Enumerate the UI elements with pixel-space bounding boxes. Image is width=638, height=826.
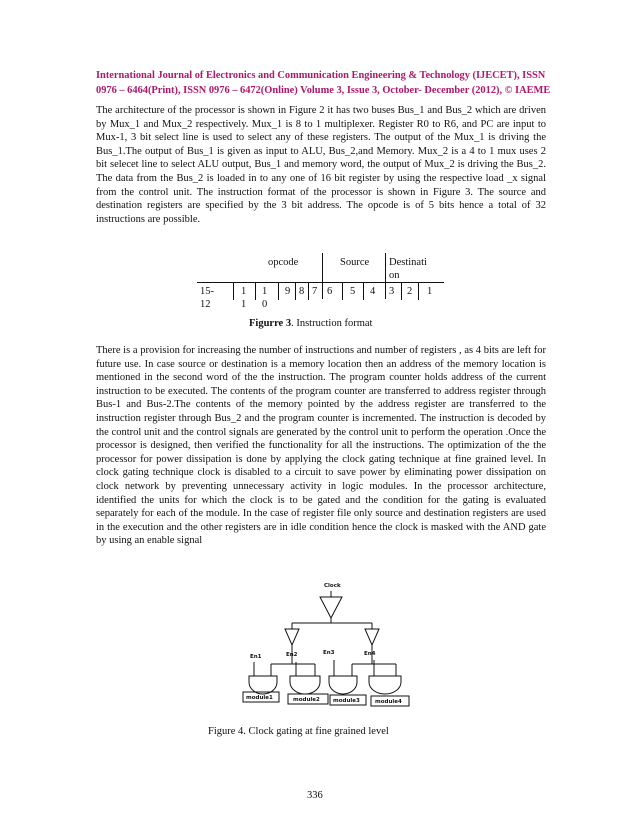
opcode-header: opcode [268, 257, 299, 268]
table-border [342, 283, 343, 300]
module-label-3: module3 [333, 698, 360, 704]
bit-cell: 15- [200, 286, 214, 297]
destination-header-part1: Destinati [389, 257, 427, 268]
table-border [233, 283, 234, 300]
table-border [278, 283, 279, 300]
table-border [401, 283, 402, 300]
and-gate-2 [290, 676, 320, 694]
figure4-caption: Figure 4. Clock gating at fine grained level [208, 726, 389, 737]
bit-cell: 5 [350, 286, 356, 297]
module-label-1: module1 [246, 695, 273, 701]
header-line-1: International Journal of Electronics and Communication Engineering & Technology (IJECET), ISSN [96, 70, 546, 81]
figure3-text: . Instruction format [291, 318, 373, 329]
bit-cell: 0 [262, 299, 268, 310]
figure3-caption [249, 318, 372, 329]
bit-cell: 1 [262, 286, 268, 297]
destination-header-part2: on [389, 270, 400, 281]
table-border [363, 283, 364, 300]
bit-cell: 12 [200, 299, 211, 310]
enable-label-1: En1 [250, 654, 262, 660]
module-label-2: module2 [293, 697, 320, 703]
module-label-4: module4 [375, 699, 402, 705]
paragraph-architecture: The architecture of the processor is shown in Figure 2 it has two buses Bus_1 and Bus_2 which are driven by Mux_1 and Mux_2 respectively. Mux_1 is 8 to 1 multiplexer. Register R0 to R6, and PC are input to Mux-1, 3 bit select line is used to select any of these registers. The output of the Mux_1 is driving the Bus_1.The output of Bus_1 is given as input to ALU, Bus_2,and Memory. Mux_2 is a 4 to 1 mux uses 2 bit selecet line to select ALU output, Bus_1 and memory word, the output of Mux_2 is driving the Bus_2. The data from the Bus_2 is loaded in to any one of 16 bit register by using the respective load _x signal from the control unit. The instruction format of the processor is shown in Figure 3. The source and destination registers are specified by the 3 bit address. The opcode is of 5 bits hence a total of 32 instructions are possible. [96, 105, 546, 225]
bit-cell: 1 [241, 299, 247, 310]
bit-cell: 1 [241, 286, 247, 297]
table-border [385, 253, 386, 299]
journal-header [96, 69, 556, 98]
bit-cell: 6 [327, 286, 333, 297]
bit-cell: 4 [370, 286, 376, 297]
bit-cell: 8 [299, 286, 305, 297]
enable-label-2: En2 [286, 652, 298, 658]
and-gate-4 [369, 676, 401, 694]
enable-label-4: En4 [364, 651, 376, 657]
table-border [308, 283, 309, 300]
left-buffer [285, 629, 299, 645]
table-border [255, 283, 256, 300]
bit-cell: 1 [427, 286, 433, 297]
paragraph-clock-gating: There is a provision for increasing the number of instructions and number of registers , as 4 bits are left for future use. In case source or destination is a memory location then an address of the memory location is mentioned in the second word of the the instruction. The program counter holds address of the current instruction to be executed. The contents of the program counter are transferred to address register through Bus-1 and Bus-2.The contents of the memory pointed by the address register are transferred to the instruction register through Bus_2 and the program counter is incremented. The instruction is decoded by the control unit and the control signals are generated by the control unit to perform the operation .Once the processor is designed, then verified the functionality for all the instructions. The optimization of the the processor for power dissipation is done by applying the clock gating technique at fine grained level. In clock gating technique clock is disabled to a circuit to save power by eliminating power dissipation on clock network by preventing unnecessary activity in logic modules. In the processor architecture, identified the units for which the clock is to be gated and the condition for the gating is evaluated separately for each of the module. In the case of register file only source and destination registers are used in the execution and the other registers are in idle condition hence the clock is masked with the AND gate by using an enable signal [96, 345, 546, 547]
table-divider [197, 282, 444, 283]
page-number: 336 [307, 790, 323, 801]
clock-buffer [320, 597, 342, 618]
right-buffer [365, 629, 379, 645]
table-border [322, 253, 323, 299]
table-border [418, 283, 419, 300]
source-header: Source [340, 257, 370, 268]
and-gate-1 [249, 676, 277, 694]
bit-cell: 7 [312, 286, 318, 297]
clock-gating-diagram [236, 576, 436, 708]
bit-cell: 9 [285, 286, 291, 297]
and-gate-3 [329, 676, 357, 694]
clock-label: Clock [324, 583, 341, 589]
bit-cell: 3 [389, 286, 395, 297]
enable-label-3: En3 [323, 650, 335, 656]
header-line-2: 0976 – 6464(Print), ISSN 0976 – 6472(Online) Volume 3, Issue 3, October- December (2012), © IAEME [96, 84, 551, 96]
figure3-label: Figurre 3 [249, 318, 292, 329]
table-border [295, 283, 296, 300]
bit-cell: 2 [407, 286, 413, 297]
